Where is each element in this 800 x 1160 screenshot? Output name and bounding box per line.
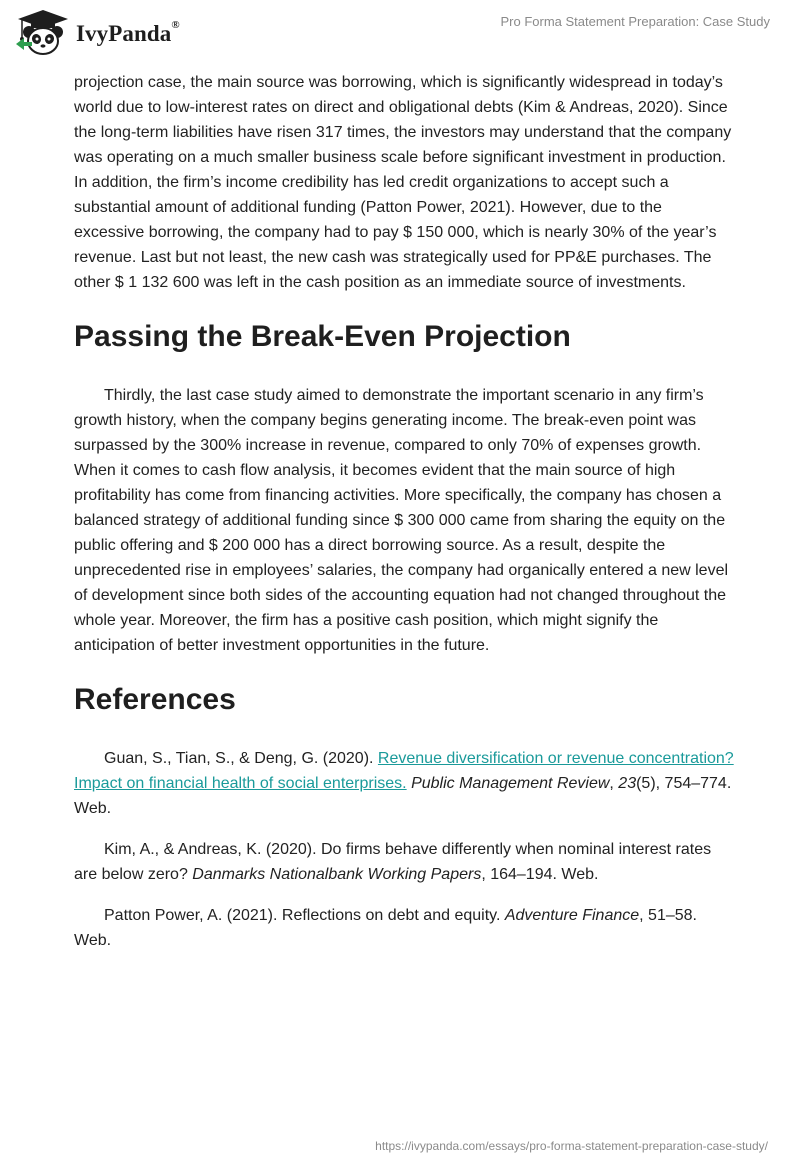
ref-journal: Public Management Review [411, 775, 610, 792]
panda-graduate-icon [12, 8, 74, 58]
ref-pages: , 164–194. Web. [481, 866, 599, 883]
section-paragraph: Thirdly, the last case study aimed to demonstrate the important scenario in any firm’s growth history, when the company begins generating income. The break-even point was surpassed by the 300% increase in revenue, compared to only 70% of expenses growth. When it comes to cash flow analysis, it becomes evident that the main source of high profitability has come from financing activities. More specifically, the company has chosen a balanced strategy of additional funding since $ 300 000 came from sharing the equity on the public offering and $ 200 000 has a direct borrowing source. As a result, despite the unprecedented rise in employees’ salaries, the company had organically entered a new level of development since both sides of the accounting equation had not changed throughout the whole year. Moreover, the firm has a positive cash position, which might signify the anticipation of better investment opportunities in the future. [74, 387, 729, 654]
ref-journal: Danmarks Nationalbank Working Papers [192, 866, 482, 883]
ref-pages: (5), 754–774. Web. [74, 775, 732, 817]
article-body [74, 70, 734, 969]
ref-volume: 23 [618, 775, 637, 792]
intro-paragraph: projection case, the main source was borrowing, which is significantly widespread in today’s world due to low-interest rates on direct and obligational debts (Kim & Andreas, 2020). Since the long-term liabilities have risen 317 times, the investors may understand that the company was operating on a much smaller business scale before significant investment in production. In addition, the firm’s income credibility has led credit organizations to accept such a substantial amount of additional funding (Patton Power, 2021). However, due to the excessive borrowing, the company had to pay $ 150 000, which is nearly 30% of the year’s revenue. Last but not least, the new cash was strategically used for PP&E purchases. The other $ 1 132 600 was left in the cash position as an immediate source of investments. [74, 74, 732, 291]
reference-item-guan: Guan, S., Tian, S., & Deng, G. (2020). Revenue diversification or revenue concentration? Impact on financial health of social enterprises. Public Management Review, 23(5), 754–774. Web. [74, 750, 734, 817]
reference-item-patton [74, 903, 734, 953]
ref-authors: Patton Power, A. (2021). Reflections on debt and equity. [104, 907, 505, 924]
document-title: Pro Forma Statement Preparation: Case Study [500, 14, 770, 29]
references-heading: References [74, 683, 236, 716]
ref-journal: Adventure Finance [504, 907, 640, 924]
ref-authors: Guan, S., Tian, S., & Deng, G. (2020). [104, 750, 378, 767]
ref-authors: Kim, A., & Andreas, K. (2020). Do firms behave differently when nominal interest rates are below zero? [74, 841, 712, 883]
ref-link[interactable]: Revenue diversification or revenue concentration? Impact on financial health of social enterprises. [74, 750, 734, 792]
logo-wordmark: IvyPanda® [76, 19, 180, 46]
ref-pages: , 51–58. Web. [74, 907, 697, 949]
section-heading-break-even: Passing the Break-Even Projection [74, 320, 571, 353]
ivypanda-logo[interactable] [12, 8, 180, 58]
reference-item-kim [74, 837, 734, 887]
footer-source-url[interactable]: https://ivypanda.com/essays/pro-forma-statement-preparation-case-study/ [375, 1139, 768, 1153]
page-header [0, 0, 800, 72]
